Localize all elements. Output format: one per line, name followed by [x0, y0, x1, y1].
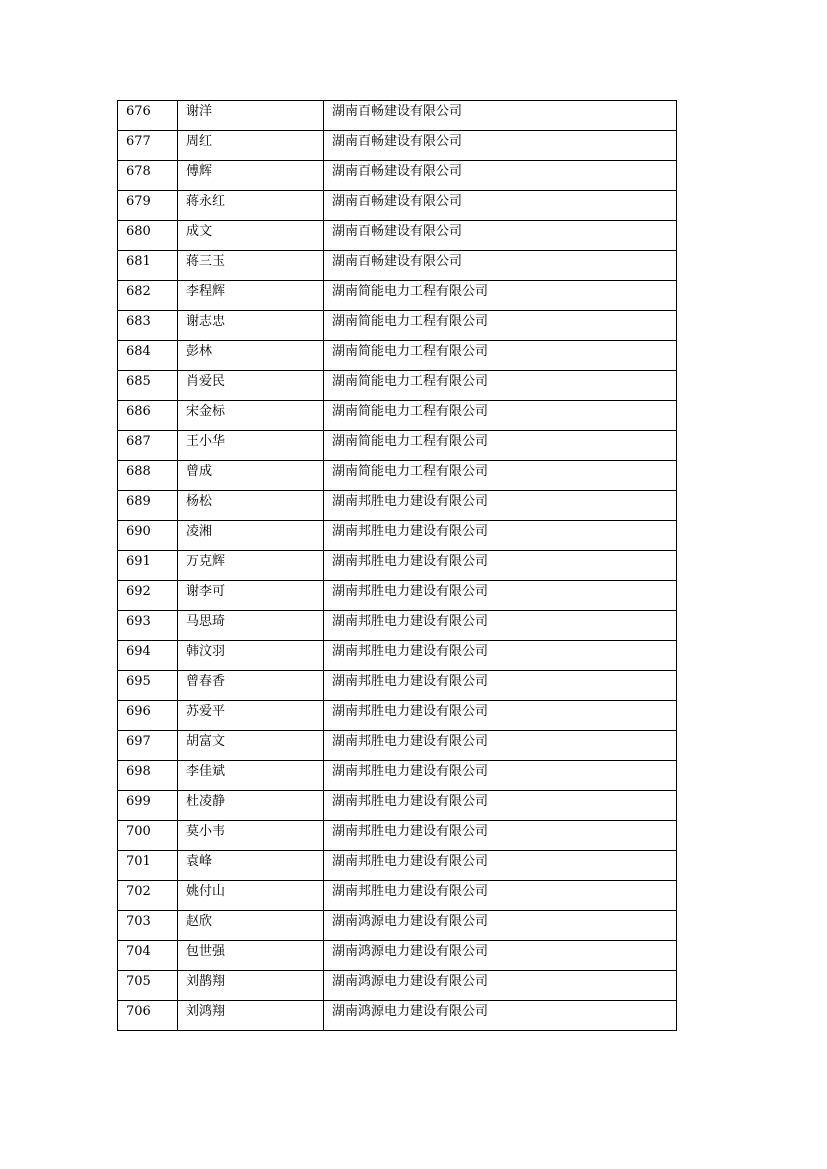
company-name-cell: 湖南邦胜电力建设有限公司 [324, 671, 677, 701]
company-name-cell: 湖南邦胜电力建设有限公司 [324, 641, 677, 671]
row-number-cell: 699 [118, 791, 178, 821]
row-number-cell: 676 [118, 101, 178, 131]
person-name-cell: 周红 [178, 131, 324, 161]
row-number-cell: 677 [118, 131, 178, 161]
company-name-cell: 湖南鸿源电力建设有限公司 [324, 1001, 677, 1031]
person-name-cell: 杜凌静 [178, 791, 324, 821]
company-name-cell: 湖南邦胜电力建设有限公司 [324, 491, 677, 521]
company-name-cell: 湖南鸿源电力建设有限公司 [324, 971, 677, 1001]
row-number-cell: 705 [118, 971, 178, 1001]
company-name-cell: 湖南百畅建设有限公司 [324, 131, 677, 161]
company-name-cell: 湖南简能电力工程有限公司 [324, 401, 677, 431]
company-name-cell: 湖南百畅建设有限公司 [324, 221, 677, 251]
person-name-cell: 李佳斌 [178, 761, 324, 791]
table-row [118, 161, 677, 191]
person-name-cell: 万克辉 [178, 551, 324, 581]
person-name-cell: 赵欣 [178, 911, 324, 941]
row-number-cell: 691 [118, 551, 178, 581]
row-number-cell: 703 [118, 911, 178, 941]
row-number-cell: 685 [118, 371, 178, 401]
person-name-cell: 凌湘 [178, 521, 324, 551]
row-number-cell: 682 [118, 281, 178, 311]
person-name-cell: 胡富文 [178, 731, 324, 761]
person-name-cell: 谢洋 [178, 101, 324, 131]
company-name-cell: 湖南邦胜电力建设有限公司 [324, 821, 677, 851]
company-name-cell: 湖南简能电力工程有限公司 [324, 311, 677, 341]
table-row [118, 971, 677, 1001]
row-number-cell: 698 [118, 761, 178, 791]
person-name-cell: 蒋永红 [178, 191, 324, 221]
roster-table [117, 100, 677, 1031]
table-row [118, 341, 677, 371]
person-name-cell: 成文 [178, 221, 324, 251]
company-name-cell: 湖南百畅建设有限公司 [324, 161, 677, 191]
table-row [118, 401, 677, 431]
row-number-cell: 690 [118, 521, 178, 551]
row-number-cell: 687 [118, 431, 178, 461]
person-name-cell: 傅辉 [178, 161, 324, 191]
table-row [118, 251, 677, 281]
person-name-cell: 韩汶羽 [178, 641, 324, 671]
company-name-cell: 湖南简能电力工程有限公司 [324, 281, 677, 311]
row-number-cell: 696 [118, 701, 178, 731]
company-name-cell: 湖南邦胜电力建设有限公司 [324, 791, 677, 821]
row-number-cell: 702 [118, 881, 178, 911]
table-row [118, 821, 677, 851]
row-number-cell: 695 [118, 671, 178, 701]
table-row [118, 911, 677, 941]
person-name-cell: 王小华 [178, 431, 324, 461]
table-row [118, 731, 677, 761]
company-name-cell: 湖南鸿源电力建设有限公司 [324, 911, 677, 941]
person-name-cell: 姚付山 [178, 881, 324, 911]
table-row [118, 101, 677, 131]
table-row [118, 521, 677, 551]
company-name-cell: 湖南邦胜电力建设有限公司 [324, 701, 677, 731]
table-row [118, 611, 677, 641]
person-name-cell: 肖爱民 [178, 371, 324, 401]
person-name-cell: 袁峰 [178, 851, 324, 881]
row-number-cell: 693 [118, 611, 178, 641]
person-name-cell: 谢志忠 [178, 311, 324, 341]
row-number-cell: 697 [118, 731, 178, 761]
company-name-cell: 湖南简能电力工程有限公司 [324, 341, 677, 371]
table-row [118, 131, 677, 161]
person-name-cell: 刘鹊翔 [178, 971, 324, 1001]
company-name-cell: 湖南邦胜电力建设有限公司 [324, 731, 677, 761]
table-row [118, 371, 677, 401]
company-name-cell: 湖南简能电力工程有限公司 [324, 431, 677, 461]
row-number-cell: 686 [118, 401, 178, 431]
person-name-cell: 包世强 [178, 941, 324, 971]
table-row [118, 551, 677, 581]
table-row [118, 221, 677, 251]
table-row [118, 311, 677, 341]
row-number-cell: 678 [118, 161, 178, 191]
row-number-cell: 700 [118, 821, 178, 851]
row-number-cell: 683 [118, 311, 178, 341]
person-name-cell: 曾春香 [178, 671, 324, 701]
person-name-cell: 谢李可 [178, 581, 324, 611]
person-name-cell: 彭林 [178, 341, 324, 371]
company-name-cell: 湖南邦胜电力建设有限公司 [324, 611, 677, 641]
company-name-cell: 湖南鸿源电力建设有限公司 [324, 941, 677, 971]
person-name-cell: 莫小韦 [178, 821, 324, 851]
row-number-cell: 689 [118, 491, 178, 521]
company-name-cell: 湖南百畅建设有限公司 [324, 191, 677, 221]
row-number-cell: 706 [118, 1001, 178, 1031]
table-row [118, 491, 677, 521]
table-row [118, 941, 677, 971]
table-row [118, 761, 677, 791]
person-name-cell: 刘鸿翔 [178, 1001, 324, 1031]
table-row [118, 191, 677, 221]
row-number-cell: 680 [118, 221, 178, 251]
row-number-cell: 684 [118, 341, 178, 371]
company-name-cell: 湖南邦胜电力建设有限公司 [324, 851, 677, 881]
table-row [118, 431, 677, 461]
table-row [118, 461, 677, 491]
row-number-cell: 679 [118, 191, 178, 221]
table-row [118, 1001, 677, 1031]
company-name-cell: 湖南简能电力工程有限公司 [324, 461, 677, 491]
row-number-cell: 694 [118, 641, 178, 671]
person-name-cell: 苏爱平 [178, 701, 324, 731]
person-name-cell: 马思琦 [178, 611, 324, 641]
table-row [118, 881, 677, 911]
person-name-cell: 杨松 [178, 491, 324, 521]
table-row [118, 281, 677, 311]
company-name-cell: 湖南邦胜电力建设有限公司 [324, 881, 677, 911]
table-row [118, 851, 677, 881]
row-number-cell: 704 [118, 941, 178, 971]
table-row [118, 671, 677, 701]
table-row [118, 791, 677, 821]
table-row [118, 701, 677, 731]
company-name-cell: 湖南邦胜电力建设有限公司 [324, 581, 677, 611]
person-name-cell: 李程辉 [178, 281, 324, 311]
company-name-cell: 湖南邦胜电力建设有限公司 [324, 551, 677, 581]
row-number-cell: 681 [118, 251, 178, 281]
company-name-cell: 湖南邦胜电力建设有限公司 [324, 521, 677, 551]
person-name-cell: 宋金标 [178, 401, 324, 431]
table-row [118, 581, 677, 611]
row-number-cell: 701 [118, 851, 178, 881]
company-name-cell: 湖南邦胜电力建设有限公司 [324, 761, 677, 791]
row-number-cell: 688 [118, 461, 178, 491]
person-name-cell: 曾成 [178, 461, 324, 491]
row-number-cell: 692 [118, 581, 178, 611]
company-name-cell: 湖南百畅建设有限公司 [324, 101, 677, 131]
company-name-cell: 湖南简能电力工程有限公司 [324, 371, 677, 401]
company-name-cell: 湖南百畅建设有限公司 [324, 251, 677, 281]
person-name-cell: 蒋三玉 [178, 251, 324, 281]
roster-table-body [118, 101, 677, 1031]
table-row [118, 641, 677, 671]
